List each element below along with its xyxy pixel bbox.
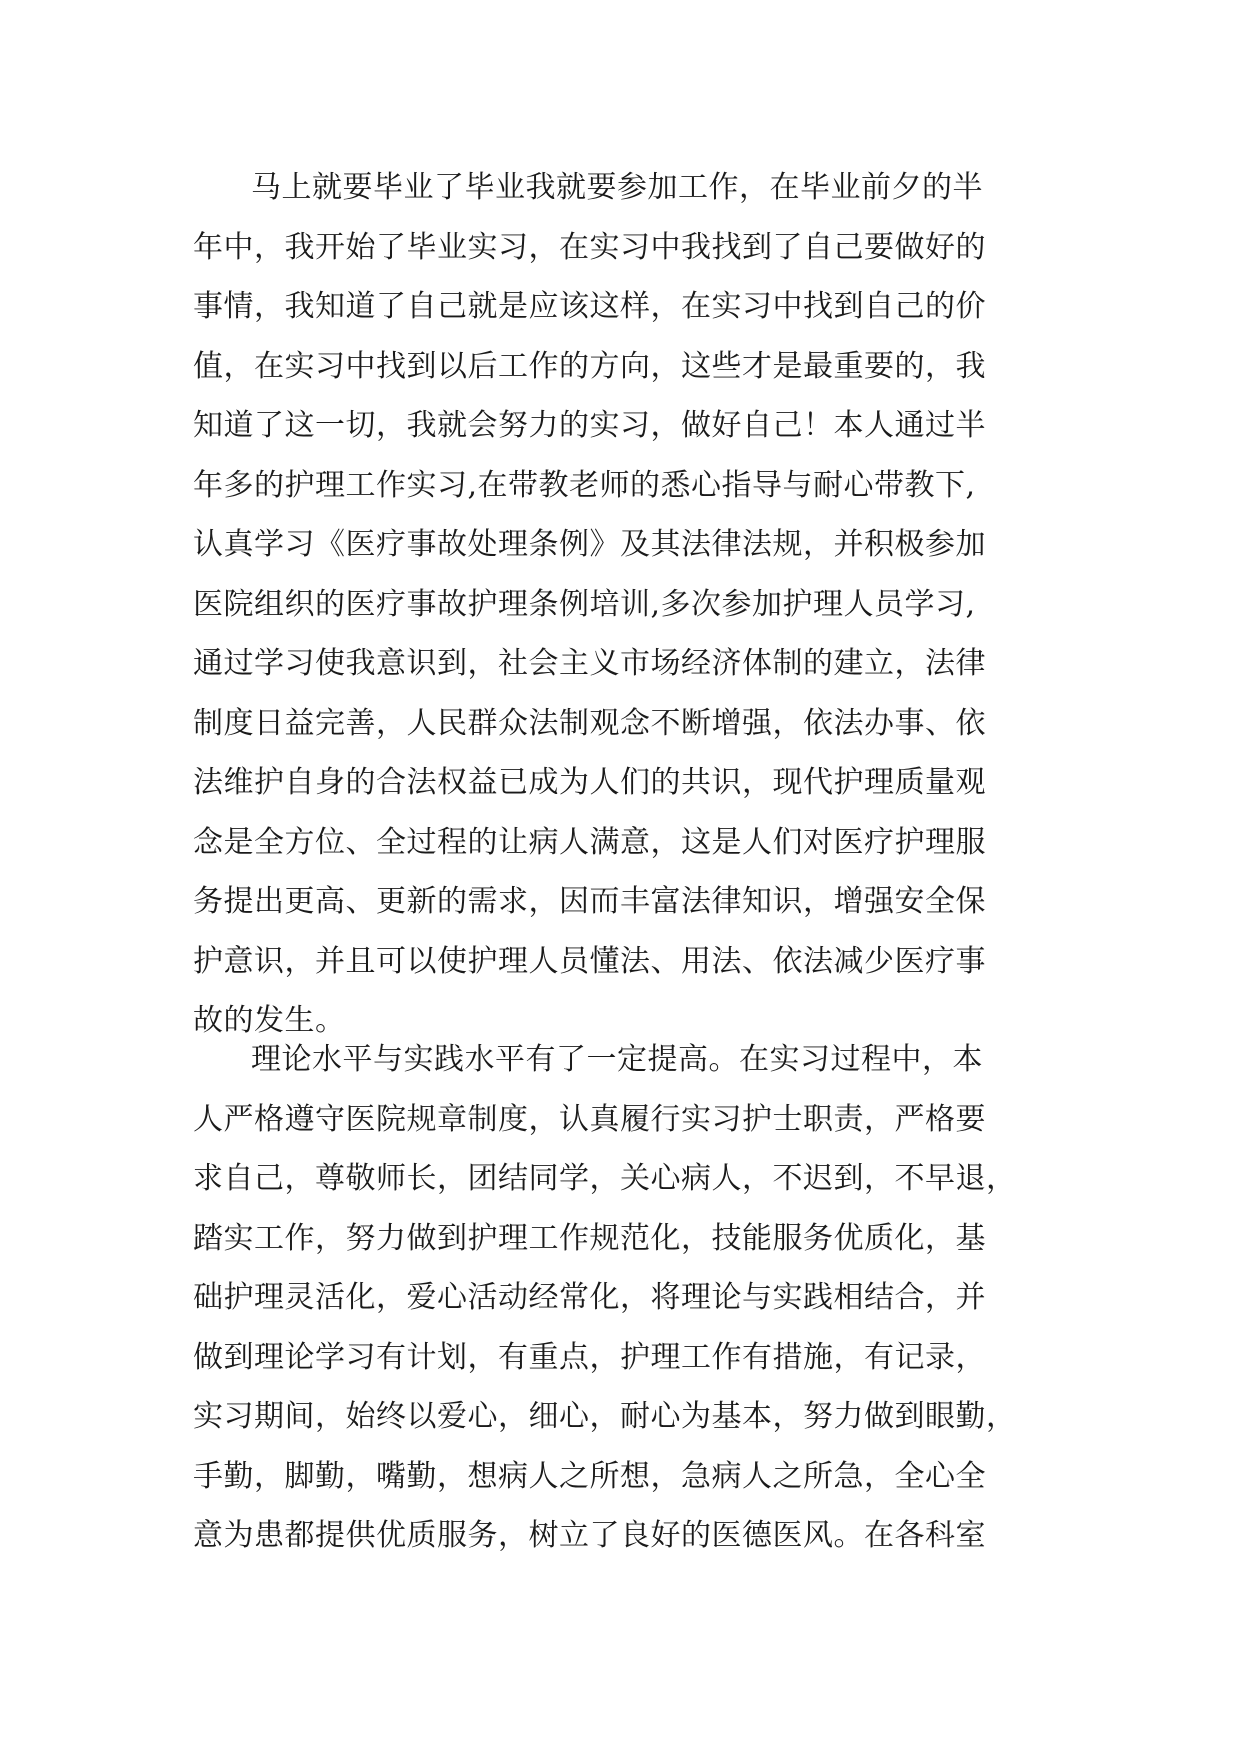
paragraph-line: 理论水平与实践水平有了一定提高。在实习过程中，本 bbox=[251, 1042, 983, 1077]
paragraph-2 bbox=[193, 1030, 1053, 1566]
paragraph-line: 年中，我开始了毕业实习，在实习中我找到了自己要做好的 bbox=[193, 229, 986, 265]
paragraph-line: 法维护自身的合法权益已成为人们的共识，现代护理质量观 bbox=[193, 765, 986, 800]
paragraph-line: 做到理论学习有计划，有重点，护理工作有措施，有记录， bbox=[193, 1339, 986, 1375]
paragraph-line: 护意识，并且可以使护理人员懂法、用法、依法减少医疗事 bbox=[193, 943, 986, 979]
paragraph-line: 通过学习使我意识到，社会主义市场经济体制的建立，法律 bbox=[193, 646, 986, 681]
paragraph-line: 础护理灵活化，爱心活动经常化，将理论与实践相结合，并 bbox=[193, 1280, 986, 1315]
paragraph-line: 知道了这一切，我就会努力的实习，做好自己！本人通过半 bbox=[193, 408, 986, 443]
paragraph-line: 故的发生。 bbox=[193, 1003, 346, 1038]
paragraph-line: 实习期间，始终以爱心，细心，耐心为基本，努力做到眼勤， bbox=[193, 1399, 1017, 1434]
paragraph-line: 事情，我知道了自己就是应该这样，在实习中找到自己的价 bbox=[193, 289, 986, 324]
paragraph-line: 踏实工作，努力做到护理工作规范化，技能服务优质化，基 bbox=[193, 1220, 986, 1256]
paragraph-line: 马上就要毕业了毕业我就要参加工作，在毕业前夕的半 bbox=[251, 170, 983, 205]
paragraph-line: 医院组织的医疗事故护理条例培训,多次参加护理人员学习, bbox=[193, 586, 976, 622]
paragraph-line: 意为患都提供优质服务，树立了良好的医德医风。在各科室 bbox=[193, 1518, 986, 1553]
paragraph-line: 值，在实习中找到以后工作的方向，这些才是最重要的，我 bbox=[193, 348, 986, 384]
paragraph-line: 年多的护理工作实习,在带教老师的悉心指导与耐心带教下, bbox=[193, 467, 976, 503]
paragraph-line: 手勤，脚勤，嘴勤，想病人之所想，急病人之所急，全心全 bbox=[193, 1458, 986, 1494]
paragraph-1 bbox=[193, 158, 1053, 1051]
paragraph-line: 认真学习《医疗事故处理条例》及其法律法规，并积极参加 bbox=[193, 527, 986, 562]
paragraph-line: 念是全方位、全过程的让病人满意，这是人们对医疗护理服 bbox=[193, 824, 986, 860]
paragraph-line: 制度日益完善，人民群众法制观念不断增强，依法办事、依 bbox=[193, 705, 986, 741]
paragraph-line: 求自己，尊敬师长，团结同学，关心病人，不迟到，不早退， bbox=[193, 1161, 1017, 1196]
paragraph-line: 务提出更高、更新的需求，因而丰富法律知识，增强安全保 bbox=[193, 884, 986, 919]
paragraph-line: 人严格遵守医院规章制度，认真履行实习护士职责，严格要 bbox=[193, 1101, 986, 1137]
